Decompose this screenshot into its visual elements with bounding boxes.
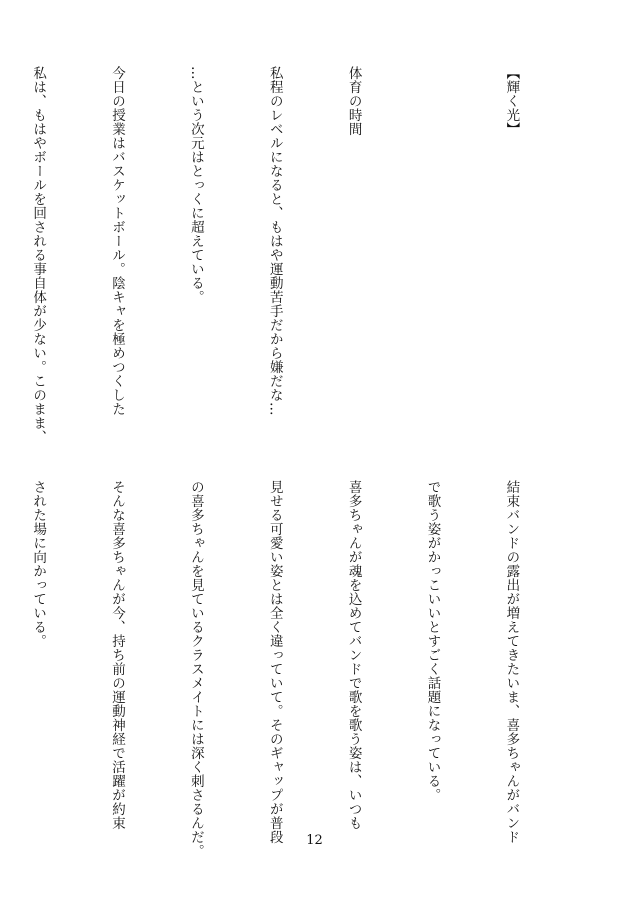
upper-text-block [0, 66, 577, 444]
text-line [419, 66, 445, 438]
text-line: された場に向かっている。 [30, 480, 47, 648]
text-line: そんな喜多ちゃんが今、持ち前の運動神経で活躍が約束 [108, 480, 125, 830]
text-line: 喜多ちゃんが魂を込めてバンドで歌を歌う姿は、いつも [345, 480, 362, 830]
text-line: 今日の授業はバスケットボール。陰キャを極めつくした [108, 66, 125, 416]
text-line: 結束バンドの露出が増えてきたいま、喜多ちゃんがバンド [503, 480, 520, 844]
text-line: 見せる可愛い姿とは全く違っていて。そのギャップが普段 [266, 480, 283, 844]
text-line: で歌う姿がかっこいいとすごく話題になっている。 [424, 480, 441, 802]
text-line: …という次元はとっくに超えている。 [187, 66, 204, 304]
lower-text-block [0, 480, 577, 858]
text-line: 体育の時間 [345, 66, 362, 136]
text-line: 【輝く光】 [503, 66, 520, 136]
text-line: 私程のレベルになると、もはや運動苦手だから嫌だな… [266, 66, 283, 416]
page-number: 12 [306, 833, 323, 848]
text-line: の喜多ちゃんを見ているクラスメイトには深く刺さるんだ。 [187, 480, 204, 858]
text-line: 私は、もはやボールを回される事自体が少ない。このまま、 [30, 66, 47, 444]
